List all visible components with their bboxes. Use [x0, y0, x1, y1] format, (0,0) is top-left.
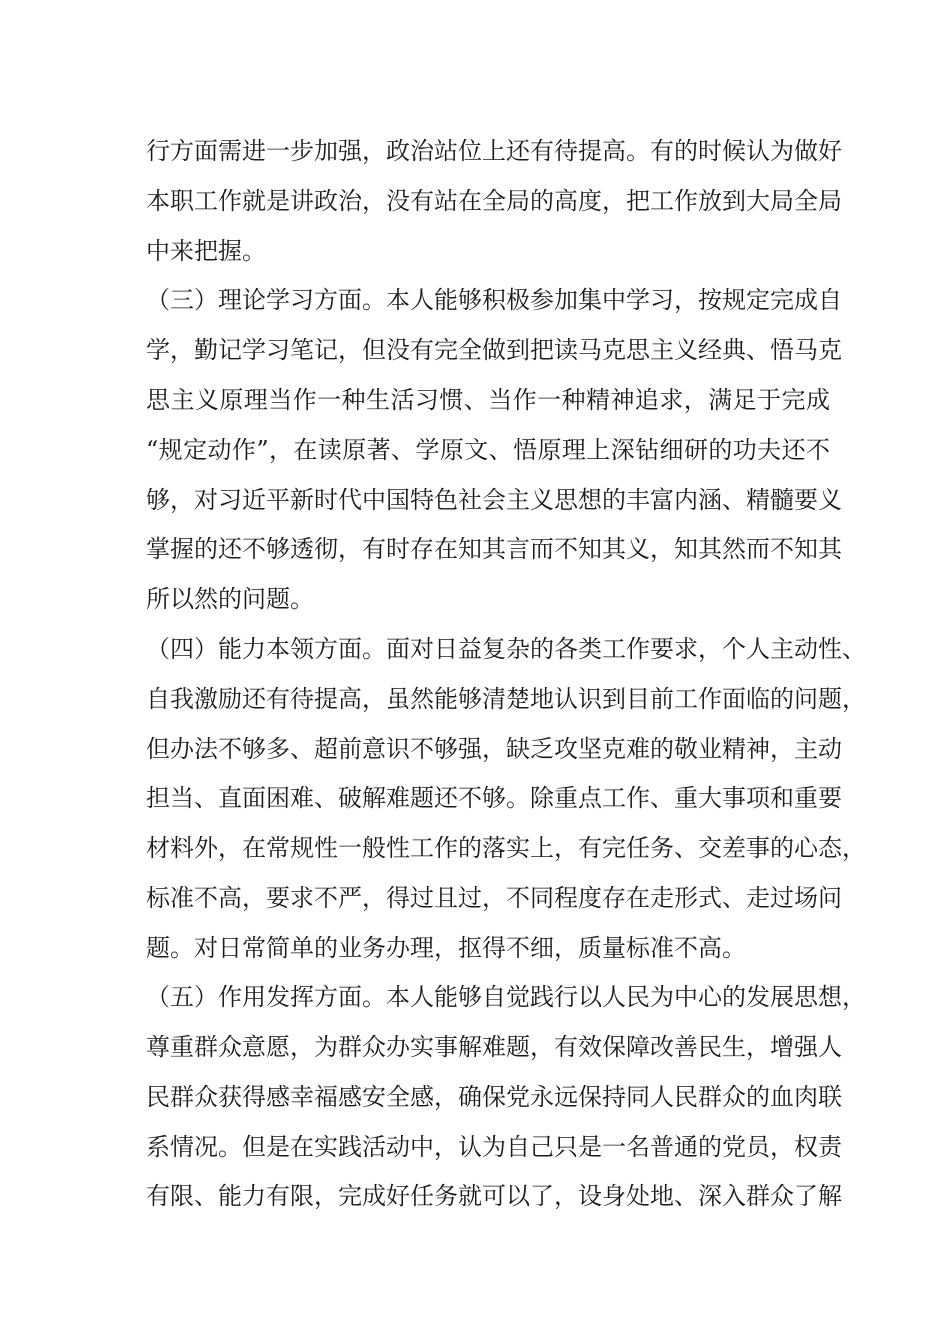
text-line: “规定动作”，在读原著、学原文、悟原理上深钻细研的功夫还不: [146, 436, 830, 464]
text-line: 自我激励还有待提高，虽然能够清楚地认识到目前工作面临的问题，: [146, 685, 866, 713]
text-line: 思主义原理当作一种生活习惯、当作一种精神追求，满足于完成: [146, 386, 830, 414]
text-line: 材料外，在常规性一般性工作的落实上，有完任务、交差事的心态，: [146, 834, 866, 862]
text-line: 有限、能力有限，完成好任务就可以了，设身处地、深入群众了解: [146, 1182, 842, 1210]
text-line: 民群众获得感幸福感安全感，确保党永远保持同人民群众的血肉联: [146, 1083, 842, 1111]
text-line: 但办法不够多、超前意识不够强，缺乏攻坚克难的敬业精神，主动: [146, 735, 842, 763]
text-line: 尊重群众意愿，为群众办实事解难题，有效保障改善民生，增强人: [146, 1033, 842, 1061]
paragraph-heading-line: （五）作用发挥方面。本人能够自觉践行以人民为中心的发展思想，: [146, 983, 866, 1011]
text-line: 担当、直面困难、破解难题还不够。除重点工作、重大事项和重要: [146, 784, 842, 812]
paragraph-heading-line: （四）能力本领方面。面对日益复杂的各类工作要求，个人主动性、: [146, 635, 866, 663]
text-line: 行方面需进一步加强，政治站位上还有待提高。有的时候认为做好: [146, 137, 842, 165]
text-line: 够，对习近平新时代中国特色社会主义思想的丰富内涵、精髓要义: [146, 486, 842, 514]
text-line: 所以然的问题。: [146, 585, 314, 613]
paragraph-heading-line: （三）理论学习方面。本人能够积极参加集中学习，按规定完成自: [146, 286, 842, 314]
text-line: 掌握的还不够透彻，有时存在知其言而不知其义，知其然而不知其: [146, 535, 842, 563]
text-line: 本职工作就是讲政治，没有站在全局的高度，把工作放到大局全局: [146, 187, 842, 215]
text-line: 标准不高，要求不严，得过且过，不同程度存在走形式、走过场问: [146, 884, 842, 912]
text-line: 题。对日常简单的业务办理，抠得不细，质量标准不高。: [146, 934, 746, 962]
text-line: 学，勤记学习笔记，但没有完全做到把读马克思主义经典、悟马克: [146, 336, 842, 364]
text-line: 系情况。但是在实践活动中，认为自己只是一名普通的党员，权责: [146, 1133, 842, 1161]
text-line: 中来把握。: [146, 237, 266, 265]
